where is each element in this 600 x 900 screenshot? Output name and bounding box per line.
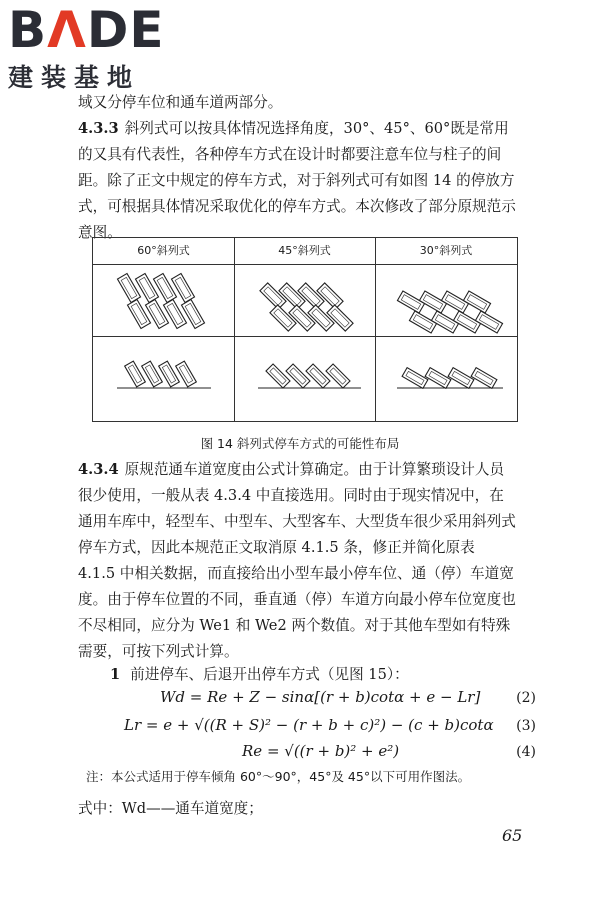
formula-2: Wd = Re + Z − sinα[(r + b)cotα + e − Lr] bbox=[160, 688, 481, 706]
parked-car-icon bbox=[306, 364, 330, 388]
item-text: 前进停车、后退开出停车方式（见图 15）： bbox=[130, 666, 409, 683]
parked-car-icon bbox=[125, 361, 146, 387]
list-item-1 bbox=[110, 663, 409, 684]
parked-car-icon bbox=[431, 311, 458, 333]
logo-subtitle: 建装基地 bbox=[8, 63, 141, 92]
parked-car-icon bbox=[142, 361, 163, 387]
figure-header-60: 60°斜列式 bbox=[137, 244, 190, 257]
section-text: 原规范通车道宽度由公式计算确定。由于计算繁琐设计人员很少使用，一般从表 4.3.4 中直接选用。同时由于现实情况中，在通用车库中，轻型车、中型车、大型客车、大型货车很少采用斜列式停车方式，因此本规范正文取消原 4.1.5 条，修正并简化原表 4.1.5 中相关数据，而直接给出小型车最小停车位、通（停）车道宽度。由于停车位置的不同，垂直通（停）车道方向最小停车位宽度也不尽相同，应分为 We1 和 We2 两个数值。对于其他车型如有特殊需要，可按下列式计算。 bbox=[78, 461, 516, 660]
logo-wordmark: BΛDE bbox=[8, 1, 165, 59]
figure-header-45: 45°斜列式 bbox=[278, 244, 331, 257]
parked-car-icon bbox=[326, 364, 350, 388]
parked-car-icon bbox=[409, 311, 436, 333]
formula-3-number: (3) bbox=[516, 718, 536, 734]
section-number: 4.3.4 bbox=[78, 461, 119, 478]
parking-diagram bbox=[93, 238, 517, 421]
formula-3: Lr = e + √((R + S)² − (r + b + c)²) − (c + b)cotα bbox=[124, 716, 494, 734]
parked-car-icon bbox=[425, 368, 451, 389]
parked-car-icon bbox=[453, 311, 480, 333]
formula-note: 注：本公式适用于停车倾角 60°～90°，45°及 45°以下可用作图法。 bbox=[86, 769, 471, 784]
formula-4: Re = √((r + b)² + e²) bbox=[242, 742, 400, 760]
parked-car-icon bbox=[419, 291, 446, 313]
section-number: 4.3.3 bbox=[78, 120, 119, 137]
parked-car-icon bbox=[402, 368, 428, 389]
page-number: 65 bbox=[502, 826, 523, 845]
section-4-3-4 bbox=[78, 457, 516, 665]
parked-car-icon bbox=[159, 361, 180, 387]
parked-car-icon bbox=[475, 311, 502, 333]
parked-car-icon bbox=[286, 364, 310, 388]
section-4-3-3 bbox=[78, 116, 516, 246]
parked-car-icon bbox=[397, 291, 424, 313]
parked-car-icon bbox=[471, 368, 497, 389]
figure-header-30: 30°斜列式 bbox=[419, 244, 473, 257]
paragraph-top: 域又分停车位和通车道两部分。 bbox=[78, 94, 283, 111]
parked-car-icon bbox=[266, 364, 290, 388]
section-text: 斜列式可以按具体情况选择角度，30°、45°、60°既是常用的又具有代表性，各种停车方式在设计时都要注意车位与柱子的间距。除了正文中规定的停车方式，对于斜列式可有如图 14 的停放方式，可根据具体情况采取优化的停车方式。本次修改了部分原规范示意图。 bbox=[78, 120, 516, 241]
item-number: 1 bbox=[110, 666, 121, 683]
parked-car-icon bbox=[463, 291, 490, 313]
parked-car-icon bbox=[441, 291, 468, 313]
parked-car-icon bbox=[176, 361, 197, 387]
formula-2-number: (2) bbox=[516, 690, 536, 706]
parked-car-icon bbox=[448, 368, 474, 389]
figure-caption: 图 14 斜列式停车方式的可能性布局 bbox=[200, 436, 400, 451]
figure-14 bbox=[92, 237, 518, 422]
variable-definition: 式中：Wd——通车道宽度； bbox=[78, 800, 263, 817]
brand-logo bbox=[8, 1, 178, 92]
formula-4-number: (4) bbox=[516, 744, 536, 760]
